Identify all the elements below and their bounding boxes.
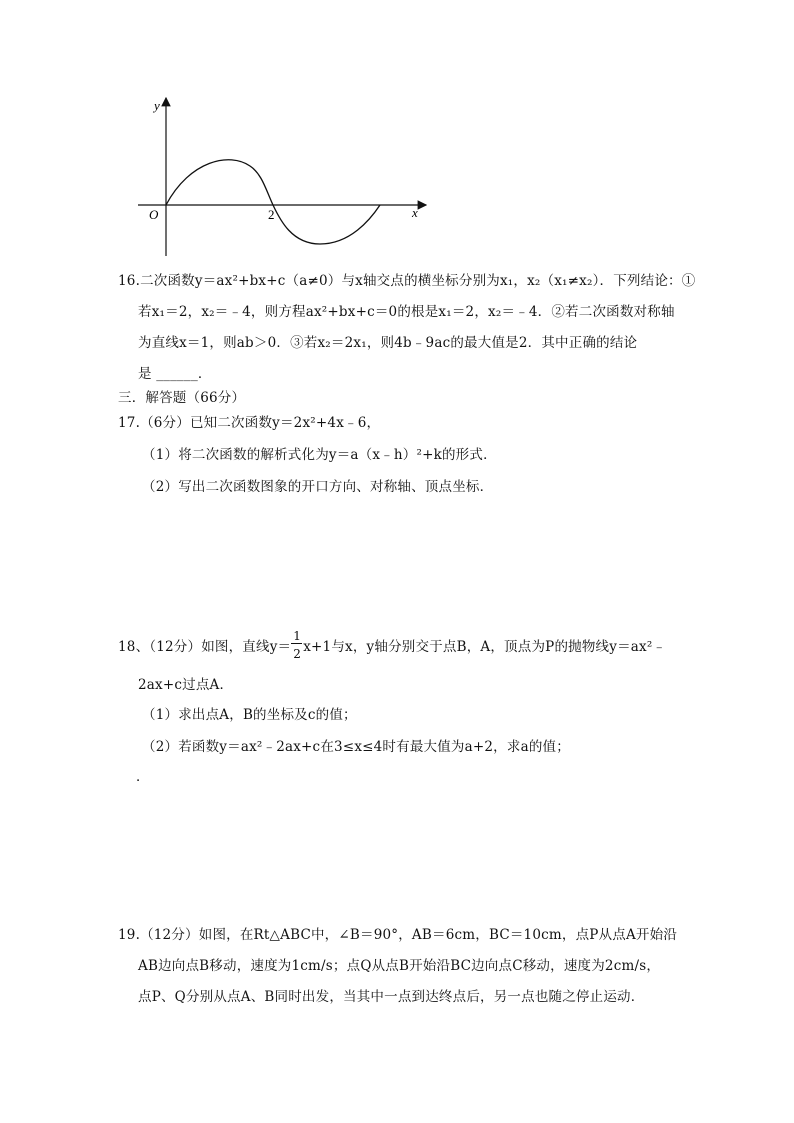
fraction-one-half	[291, 628, 303, 661]
fraction-numerator: 1	[293, 628, 302, 643]
q18-part-1: （1）求出点A，B的坐标及c的值；	[142, 707, 357, 723]
function-curve	[166, 160, 380, 244]
q18-stem-part-b: x+1与x，y轴分别交于点B，A，顶点为P的抛物线y＝ax²﹣	[303, 639, 667, 655]
function-graph-figure	[130, 92, 430, 262]
origin-label: O	[149, 207, 159, 222]
q18-stem-line-1	[118, 628, 667, 661]
x-tick-2-label: 2	[268, 207, 275, 222]
y-axis-label: y	[154, 98, 160, 113]
q17-part-2: （2）写出二次函数图象的开口方向、对称轴、顶点坐标．	[142, 479, 494, 495]
q16-line-4: 是 ______．	[138, 366, 212, 382]
q19-line-2: AB边向点B移动，速度为1cm/s；点Q从点B开始沿BC边向点C移动，速度为2cm/s，	[138, 958, 661, 974]
q18-stem-line-2: 2ax+c过点A．	[138, 677, 234, 693]
q19-line-1: 19.（12分）如图，在Rt△ABC中，∠B＝90°，AB＝6cm，BC＝10cm，点P从点A开始沿	[118, 927, 678, 943]
q18-stem-part-a: 18、（12分）如图，直线y＝	[118, 639, 292, 655]
fraction-denominator: 2	[293, 646, 302, 661]
fraction-bar	[291, 643, 302, 644]
graph-svg	[130, 92, 430, 262]
x-axis-label: x	[412, 205, 418, 220]
q16-line-1: 16.二次函数y＝ax²+bx+c（a≠0）与x轴交点的横坐标分别为x₁，x₂（x₁≠x₂）．下列结论：①	[118, 273, 696, 289]
q19-line-3: 点P、Q分别从点A、B同时出发，当其中一点到达终点后，另一点也随之停止运动．	[138, 989, 645, 1005]
q16-line-2: 若x₁＝2，x₂＝﹣4，则方程ax²+bx+c＝0的根是x₁＝2，x₂＝﹣4．②若二次函数对称轴	[138, 304, 675, 320]
q17-stem: 17.（6分）已知二次函数y＝2x²+4x﹣6，	[118, 415, 381, 431]
q18-trailing-dot: ．	[136, 769, 150, 785]
q18-part-2: （2）若函数y＝ax²﹣2ax+c在3≤x≤4时有最大值为a+2，求a的值；	[142, 739, 570, 755]
q17-part-1: （1）将二次函数的解析式化为y＝a（x﹣h）²+k的形式．	[142, 447, 497, 463]
q16-line-3: 为直线x＝1，则ab＞0．③若x₂＝2x₁，则4b﹣9ac的最大值是2．其中正确的结论	[138, 335, 638, 351]
section-3-heading: 三．解答题（66分）	[118, 390, 246, 406]
